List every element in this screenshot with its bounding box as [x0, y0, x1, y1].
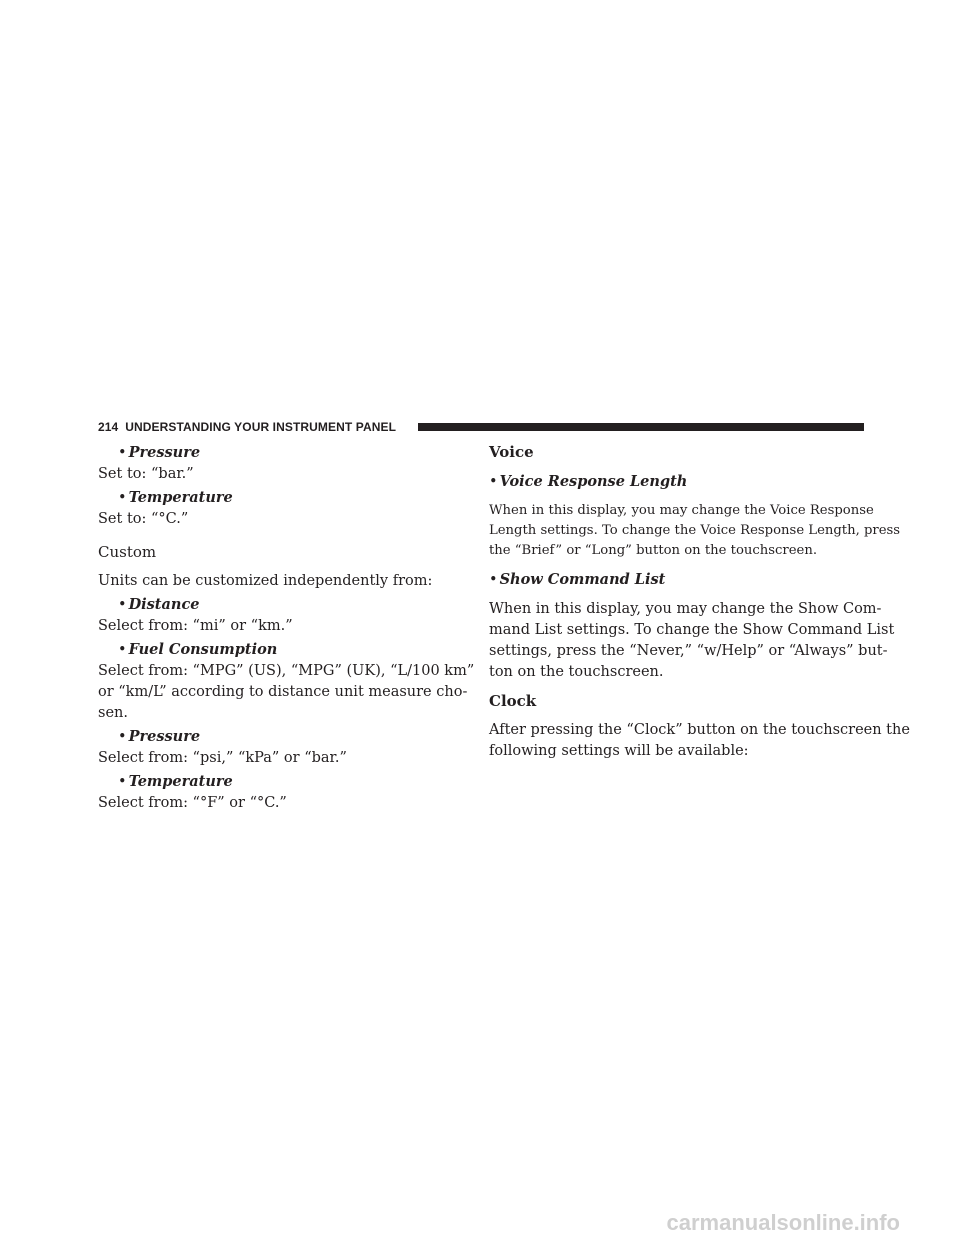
clock-paragraph — [489, 720, 910, 762]
custom-heading: Custom — [98, 543, 157, 561]
voice-response-line-3: the “Brief” or “Long” button on the touchscreen. — [489, 543, 818, 558]
clock-heading: Clock — [489, 692, 537, 710]
bullet-distance — [98, 594, 470, 616]
distance-label: Distance — [128, 596, 200, 613]
pressure2-label: Pressure — [128, 728, 201, 745]
bullet-dot: • — [118, 642, 127, 658]
pressure-label: Pressure — [128, 444, 201, 461]
watermark: carmanualsonline.info — [666, 1210, 900, 1235]
page-number: 214 — [98, 420, 119, 434]
show-command-line-3: settings, press the “Never,” “w/Help” or “Always” but- — [489, 643, 888, 659]
header-rule — [418, 423, 864, 431]
show-command-label: Show Command List — [499, 571, 666, 588]
temperature2-select: Select from: “°F” or “°C.” — [98, 795, 287, 811]
bullet-temperature — [98, 487, 470, 509]
pressure2-select: Select from: “psi,” “kPa” or “bar.” — [98, 750, 347, 766]
bullet-temperature-2 — [98, 771, 470, 793]
fuel-line-2: or “km/L” according to distance unit measure cho- — [98, 684, 468, 700]
fuel-line-3: sen. — [98, 705, 128, 721]
bullet-dot: • — [118, 597, 127, 613]
show-command-line-1: When in this display, you may change the Show Com- — [489, 601, 882, 617]
bullet-dot: • — [118, 729, 127, 745]
section-title: UNDERSTANDING YOUR INSTRUMENT PANEL — [125, 420, 397, 434]
clock-line-1: After pressing the “Clock” button on the touchscreen the — [489, 722, 910, 738]
right-column — [489, 440, 910, 770]
bullet-dot: • — [118, 490, 127, 506]
left-column — [98, 440, 475, 814]
bullet-dot: • — [489, 572, 498, 588]
custom-intro: Units can be customized independently from: — [98, 573, 433, 589]
voice-heading: Voice — [489, 443, 534, 461]
voice-response-line-2: Length settings. To change the Voice Response Length, press — [489, 523, 901, 538]
bullet-dot: • — [118, 774, 127, 790]
fuel-line-1: Select from: “MPG” (US), “MPG” (UK), “L/100 km” — [98, 663, 475, 679]
bullet-pressure — [98, 442, 470, 464]
header-text — [98, 420, 396, 434]
bullet-fuel — [98, 639, 470, 661]
temperature2-label: Temperature — [128, 773, 233, 790]
voice-response-line-1: When in this display, you may change the Voice Response — [489, 503, 874, 518]
bullet-pressure-2 — [98, 726, 470, 748]
show-command-line-4: ton on the touchscreen. — [489, 664, 664, 680]
temperature-label: Temperature — [128, 489, 233, 506]
bullet-show-command — [489, 569, 865, 591]
show-command-paragraph — [489, 599, 895, 683]
temperature-set: Set to: “°C.” — [98, 511, 189, 527]
distance-select: Select from: “mi” or “km.” — [98, 618, 293, 634]
voice-response-label: Voice Response Length — [499, 473, 688, 490]
bullet-dot: • — [489, 474, 498, 490]
clock-line-2: following settings will be available: — [489, 743, 749, 759]
bullet-dot: • — [118, 445, 127, 461]
pressure-set: Set to: “bar.” — [98, 466, 194, 482]
page-header — [98, 418, 864, 436]
fuel-label: Fuel Consumption — [128, 641, 278, 658]
show-command-line-2: mand List settings. To change the Show Command List — [489, 622, 895, 638]
bullet-voice-response — [489, 471, 865, 493]
voice-response-paragraph — [489, 501, 901, 561]
